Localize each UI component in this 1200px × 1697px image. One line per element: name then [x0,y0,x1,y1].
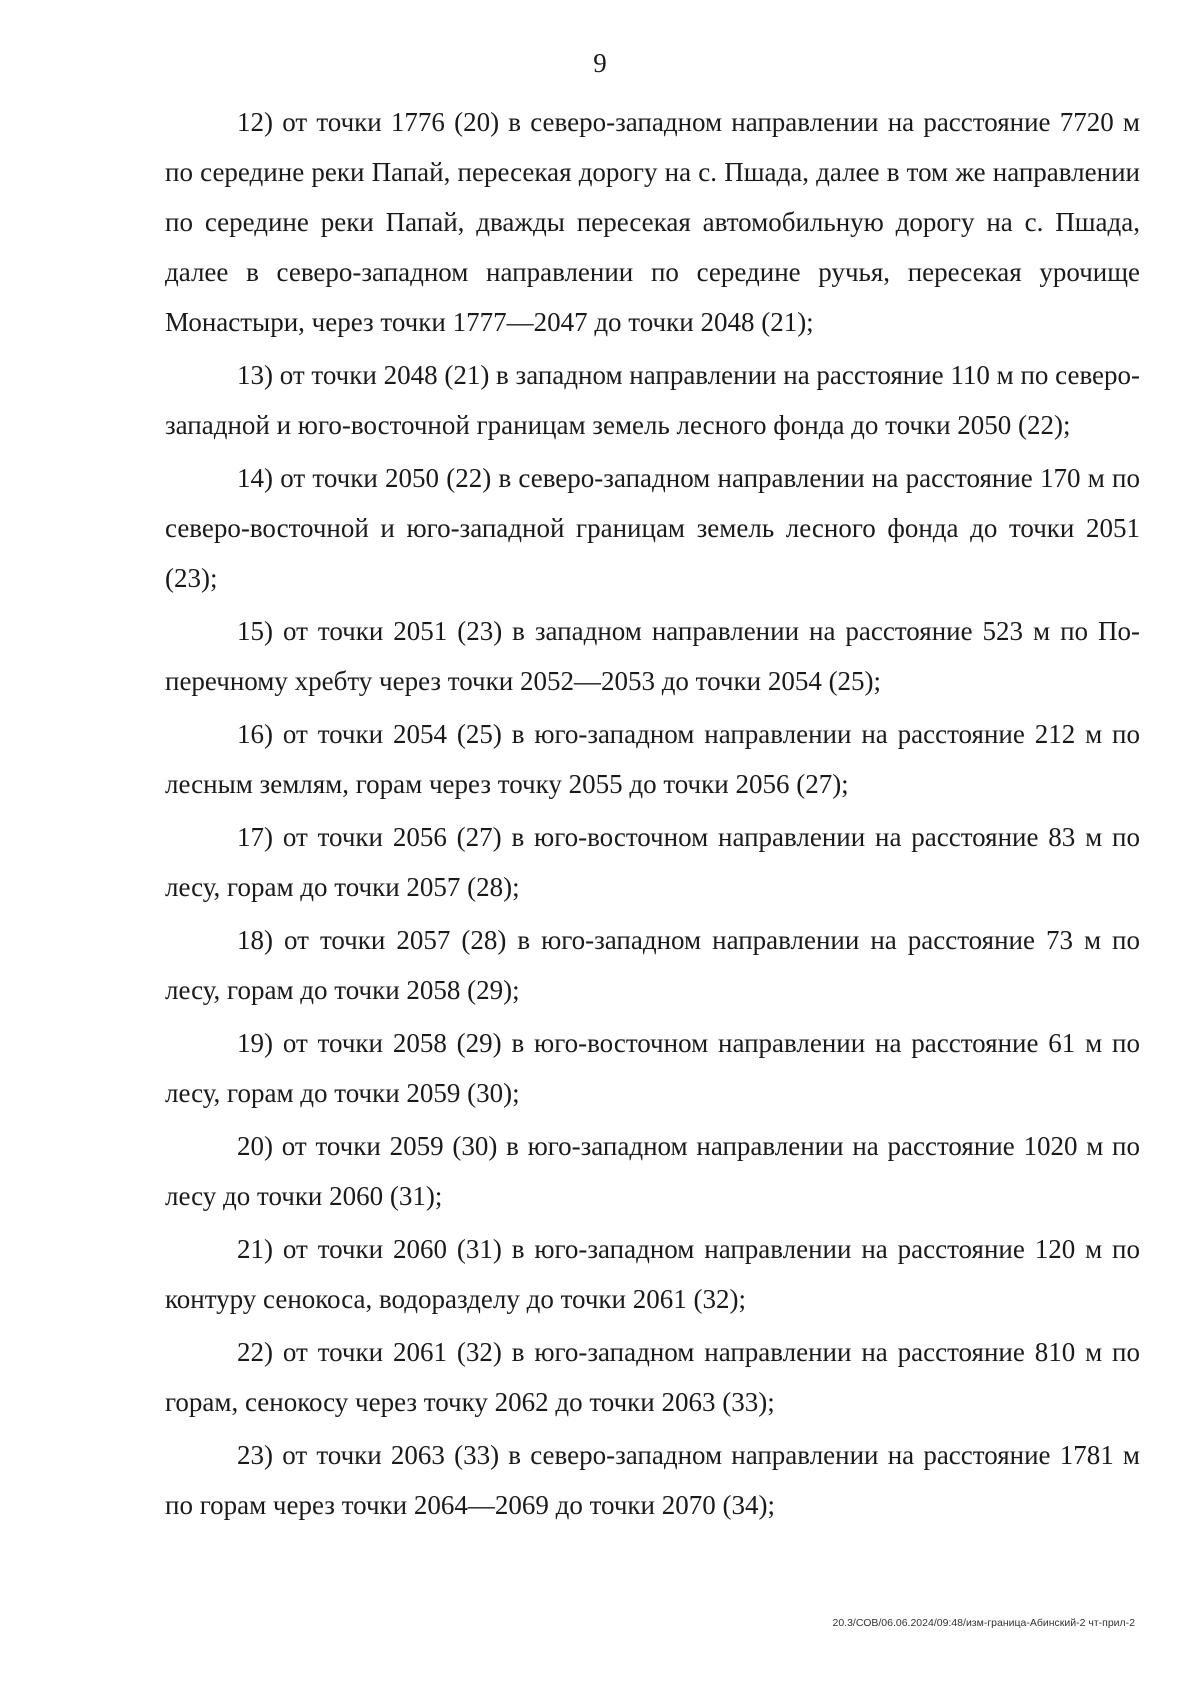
paragraph-item-15: 15) от точки 2051 (23) в западном направлении на расстояние 523 м по Поперечному хребту через точки 2052—2053 до точки 2054 (25); [165,616,1140,696]
paragraph-item-14: 14) от точки 2050 (22) в северо-западном направлении на расстояние 170 м по северо-восточной и юго-западной границам земель лесного фонда до точки 2051 (23); [165,463,1140,593]
paragraph-item-18: 18) от точки 2057 (28) в юго-западном направлении на расстояние 73 м по лесу, горам до точки 2058 (29); [165,925,1140,1005]
paragraph-item-12: 12) от точки 1776 (20) в северо-западном направлении на расстояние 7720 м по середине реки Папай, пересекая дорогу на с. Пшада, далее в том же направлении по середине реки Папай, дважды пересекая автомобильную дорогу на с. Пшада, далее в северо-западном направлении по середине ручья, пересекая урочище Монастыри, через точки 1777—2047 до точки 2048 (21); [165,107,1140,337]
paragraph-item-22: 22) от точки 2061 (32) в юго-западном направлении на расстояние 810 м по горам, сенокосу через точку 2062 до точки 2063 (33); [165,1337,1140,1417]
document-footer-code: 20.3/СОВ/06.06.2024/09:48/изм-граница-Абинский-2 чт-прил-2 [832,1617,1135,1629]
paragraph-item-17: 17) от точки 2056 (27) в юго-восточном направлении на расстояние 83 м по лесу, горам до точки 2057 (28); [165,822,1140,902]
paragraph-item-21: 21) от точки 2060 (31) в юго-западном направлении на расстояние 120 м по контуру сенокоса, водоразделу до точки 2061 (32); [165,1234,1140,1314]
paragraph-item-19: 19) от точки 2058 (29) в юго-восточном направлении на расстояние 61 м по лесу, горам до точки 2059 (30); [165,1028,1140,1108]
paragraph-item-16: 16) от точки 2054 (25) в юго-западном направлении на расстояние 212 м по лесным землям, горам через точку 2055 до точки 2056 (27); [165,719,1140,799]
page-number: 9 [593,48,607,78]
document-body [165,97,1140,1533]
paragraph-item-23: 23) от точки 2063 (33) в северо-западном направлении на расстояние 1781 м по горам через точки 2064—2069 до точки 2070 (34); [165,1440,1140,1520]
paragraph-item-13: 13) от точки 2048 (21) в западном направлении на расстояние 110 м по северо-западной и юго-восточной границам земель лесного фонда до точки 2050 (22); [165,360,1141,440]
paragraph-item-20: 20) от точки 2059 (30) в юго-западном направлении на расстояние 1020 м по лесу до точки 2060 (31); [165,1131,1140,1211]
